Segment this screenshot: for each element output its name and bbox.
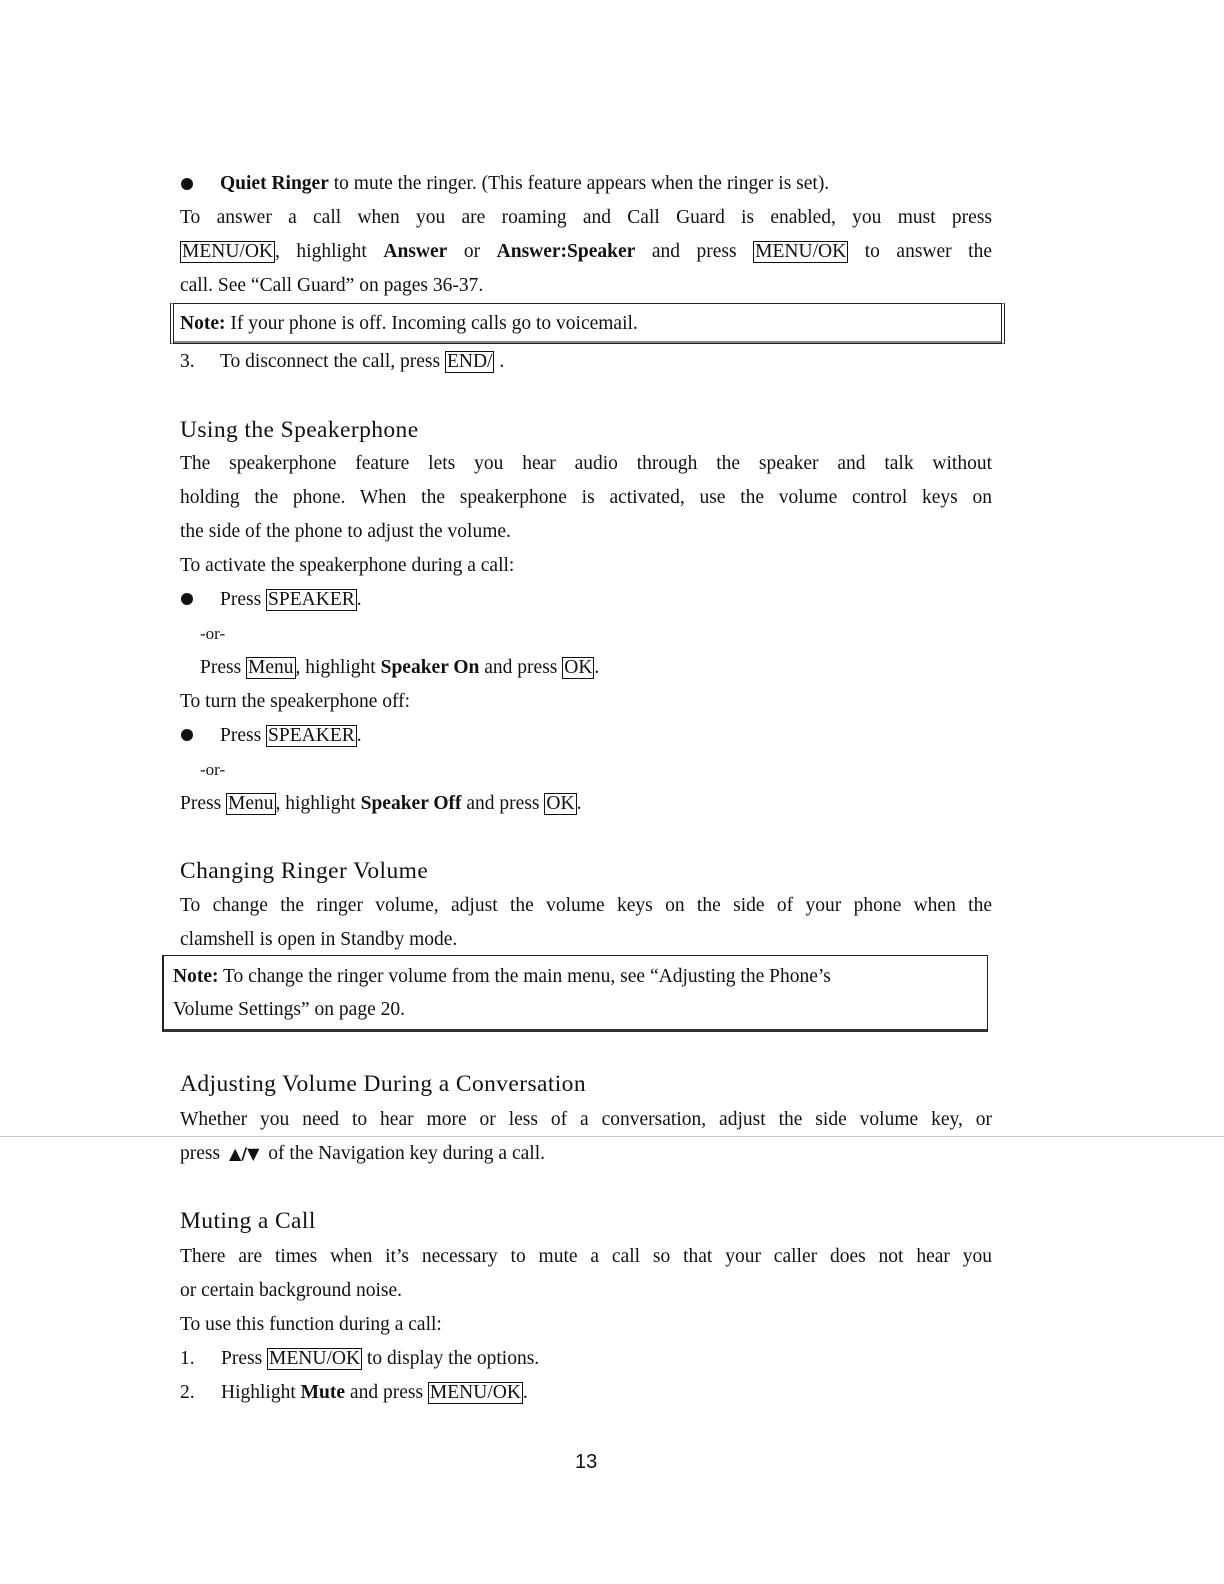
muting-para-line: or certain background noise. <box>180 1280 403 1301</box>
ok-key: OK <box>564 657 593 678</box>
quiet-ringer-line <box>220 172 829 196</box>
roaming-text: , highlight <box>275 241 384 262</box>
note-label: Note: <box>180 313 226 334</box>
quiet-ringer-term: Quiet Ringer <box>220 173 329 194</box>
press-text: Press <box>200 657 247 678</box>
note-line: Volume Settings” on page 20. <box>173 999 405 1020</box>
press-text: . <box>356 589 362 610</box>
speakerphone-para-line: holding the phone. When the speakerphone is activated, use the volume control keys on <box>180 487 992 508</box>
muting-step-1 <box>221 1347 539 1371</box>
section-heading-conversation: Adjusting Volume During a Conversation <box>180 1071 586 1097</box>
menu-ok-key: MENU/OK <box>755 241 847 262</box>
speakerphone-para-line: The speakerphone feature lets you hear audio through the speaker and talk without <box>180 453 992 474</box>
note-label: Note: <box>173 966 219 987</box>
step-text: to display the options. <box>362 1348 540 1369</box>
note-text: If your phone is off. Incoming calls go to voicemail. <box>225 313 638 334</box>
step-text: To disconnect the call, press <box>220 351 445 372</box>
bullet-icon <box>181 178 193 190</box>
press-menu-line <box>200 656 599 680</box>
press-text: and press <box>461 793 545 814</box>
ringer-para-line: To change the ringer volume, adjust the volume keys on the side of your phone when the <box>180 895 992 916</box>
conversation-para-line: Whether you need to hear more or less of a conversation, adjust the side volume key, or <box>180 1109 992 1130</box>
press-text: . <box>594 657 600 678</box>
section-heading-speakerphone: Using the Speakerphone <box>180 417 419 443</box>
roaming-line-3: call. See “Call Guard” on pages 36-37. <box>180 275 484 296</box>
note-line <box>180 312 638 336</box>
press-text: Press <box>220 589 267 610</box>
bullet-icon <box>181 729 193 741</box>
roaming-text: or <box>447 241 497 262</box>
bullet-icon <box>181 593 193 605</box>
off-intro: To turn the speakerphone off: <box>180 691 411 712</box>
note-text: To change the ringer volume from the main menu, see “Adjusting the Phone’s <box>218 966 831 987</box>
answer-speaker-term: Answer:Speaker <box>496 241 636 262</box>
mute-term: Mute <box>300 1382 346 1403</box>
menu-key: Menu <box>248 657 294 678</box>
step-text: . <box>522 1382 528 1403</box>
section-heading-muting: Muting a Call <box>180 1208 316 1234</box>
section-heading-ringer: Changing Ringer Volume <box>180 858 429 884</box>
press-speaker-line <box>220 588 362 612</box>
menu-key: Menu <box>228 793 274 814</box>
step-text: Press <box>221 1348 268 1369</box>
muting-intro: To use this function during a call: <box>180 1314 442 1335</box>
press-text: , highlight <box>275 793 361 814</box>
press-text: Press <box>220 725 267 746</box>
conversation-para-line <box>180 1142 545 1166</box>
navigation-arrows-icon: ▲/▼ <box>228 1144 260 1163</box>
step-number: 1. <box>180 1348 195 1369</box>
scan-rule <box>0 1136 1224 1137</box>
ok-key: OK <box>546 793 575 814</box>
press-text: , highlight <box>295 657 381 678</box>
speaker-key: SPEAKER <box>268 725 355 746</box>
conversation-text: of the Navigation key during a call. <box>263 1143 545 1164</box>
speaker-on-term: Speaker On <box>380 657 480 678</box>
or-divider: -or- <box>200 760 226 779</box>
speakerphone-para-line: the side of the phone to adjust the volume. <box>180 521 511 542</box>
speaker-off-term: Speaker Off <box>360 793 462 814</box>
step-number: 2. <box>180 1382 195 1403</box>
muting-step-2 <box>221 1381 528 1405</box>
roaming-text: to answer the <box>848 241 992 262</box>
activate-intro: To activate the speakerphone during a call: <box>180 555 515 576</box>
speaker-key: SPEAKER <box>268 589 355 610</box>
press-text: and press <box>479 657 563 678</box>
step-3-line <box>220 350 504 374</box>
menu-ok-key: MENU/OK <box>429 1382 521 1403</box>
roaming-text: and press <box>635 241 754 262</box>
menu-ok-key: MENU/OK <box>269 1348 361 1369</box>
menu-ok-key: MENU/OK <box>182 241 273 262</box>
press-text: . <box>356 725 362 746</box>
answer-term: Answer <box>383 241 448 262</box>
muting-para-line: There are times when it’s necessary to mute a call so that your caller does not hear you <box>180 1246 992 1267</box>
roaming-line-1: To answer a call when you are roaming and Call Guard is enabled, you must press <box>180 207 992 228</box>
conversation-text: press <box>180 1143 225 1164</box>
end-key: END/ <box>446 351 493 372</box>
page-number: 13 <box>575 1451 598 1473</box>
press-menu-off-line <box>180 792 581 816</box>
or-divider: -or- <box>200 624 226 643</box>
roaming-line-2 <box>180 240 992 264</box>
note-line <box>173 965 831 989</box>
press-speaker-line <box>220 724 362 748</box>
step-number: 3. <box>180 351 195 372</box>
ringer-para-line: clamshell is open in Standby mode. <box>180 929 458 950</box>
press-text: . <box>576 793 582 814</box>
step-text: and press <box>345 1382 428 1403</box>
press-text: Press <box>180 793 227 814</box>
step-text: Highlight <box>221 1382 301 1403</box>
quiet-ringer-desc: to mute the ringer. (This feature appears when the ringer is set). <box>328 173 830 194</box>
step-text: . <box>494 351 505 372</box>
